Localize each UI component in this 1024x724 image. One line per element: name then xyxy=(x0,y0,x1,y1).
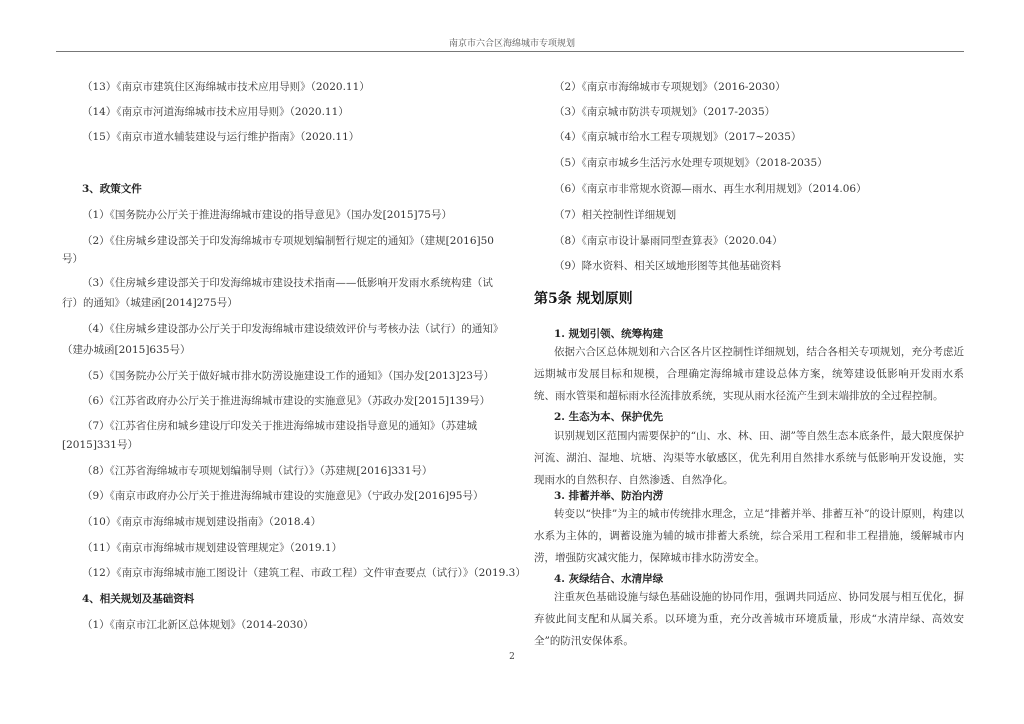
policy-item: （8）《江苏省海绵城市专项规划编制导则（试行）》（苏建规[2016]331号） xyxy=(82,465,433,477)
policy-item-cont: [2015]331号） xyxy=(62,439,138,451)
principle-text: 转变以“快排”为主的城市传统排水理念，立足“排蓄并举、排蓄互补”的设计原则，构建以水系为主体的，调蓄设施为辅的城市排蓄大系统，综合采用工程和非工程措施，缓解城市内涝，增强防灾减灾能力，保障城市排水防涝安全。 xyxy=(534,508,964,564)
principle-heading: 4. 灰绿结合、水清岸绿 xyxy=(554,573,664,585)
plan-item: （5）《南京市城乡生活污水处理专项规划》（2018-2035） xyxy=(554,157,828,169)
policy-item: （6）《江苏省政府办公厅关于推进海绵城市建设的实施意见》（苏政办发[2015]139号） xyxy=(82,395,491,407)
page-header: 南京市六合区海绵城市专项规划 xyxy=(448,39,575,49)
page-number: 2 xyxy=(509,652,515,662)
principle-heading: 3. 排蓄并举、防治内涝 xyxy=(554,490,664,502)
policy-item: （11）《南京市海绵城市规划建设管理规定》（2019.1） xyxy=(82,542,343,554)
policy-item-cont: （建办城函[2015]635号） xyxy=(62,344,191,356)
header-rule xyxy=(56,51,964,52)
section-heading-policy: 3、政策文件 xyxy=(82,183,142,195)
plan-item: （4）《南京城市给水工程专项规划》（2017~2035） xyxy=(554,131,802,143)
reference-item: （14）《南京市河道海绵城市技术应用导则》（2020.11） xyxy=(82,106,349,118)
principle-text: 注重灰色基础设施与绿色基础设施的协同作用，强调共同适应、协同发展与相互优化，摒弃彼此间支配和从属关系。以环境为重，充分改善城市环境质量，形成“水清岸绿、高效安全”的防汛安保体系。 xyxy=(534,591,964,647)
plan-item: （6）《南京市非常规水资源—雨水、再生水利用规划》（2014.06） xyxy=(554,183,867,195)
policy-item: （9）《南京市政府办公厅关于推进海绵城市建设的实施意见》（宁政办发[2016]95号） xyxy=(82,490,484,502)
policy-item: （10）《南京市海绵城市规划建设指南》（2018.4） xyxy=(82,516,322,528)
policy-item: （5）《国务院办公厅关于做好城市排水防涝设施建设工作的通知》（国办发[2013]23号） xyxy=(82,370,494,382)
principle-text: 依据六合区总体规划和六合区各片区控制性详细规划，结合各相关专项规划，充分考虑近远期城市发展目标和规模，合理确定海绵城市建设总体方案，统筹建设低影响开发雨水系统、雨水管渠和超标雨水径流排放系统，实现从雨水径流产生到末端排放的全过程控制。 xyxy=(534,346,964,402)
policy-item-cont: 行）的通知》（城建函[2014]275号） xyxy=(62,297,238,309)
policy-item: （4）《住房城乡建设部办公厅关于印发海绵城市建设绩效评价与考核办法（试行）的通知》 xyxy=(82,323,504,335)
policy-item: （1）《国务院办公厅关于推进海绵城市建设的指导意见》（国办发[2015]75号） xyxy=(82,209,452,221)
article-title: 第5条 规划原则 xyxy=(534,291,633,307)
plan-item: （3）《南京城市防洪专项规划》（2017-2035） xyxy=(554,106,776,118)
reference-item: （13）《南京市建筑住区海绵城市技术应用导则》（2020.11） xyxy=(82,81,370,93)
plan-item: （1）《南京市江北新区总体规划》（2014-2030） xyxy=(82,619,314,631)
principle-heading: 1. 规划引领、统筹构建 xyxy=(554,328,664,340)
plan-item: （9）降水资料、相关区域地形图等其他基础资料 xyxy=(554,260,782,272)
principle-text: 识别规划区范围内需要保护的“山、水、林、田、湖”等自然生态本底条件，最大限度保护河流、湖泊、湿地、坑塘、沟渠等水敏感区，优先利用自然排水系统与低影响开发设施，实现雨水的自然积存、自然渗透、自然净化。 xyxy=(534,430,964,486)
section-heading-plans: 4、相关规划及基础资料 xyxy=(82,593,195,605)
policy-item: （2）《住房城乡建设部关于印发海绵城市专项规划编制暂行规定的通知》（建规[2016]50 xyxy=(82,235,494,247)
reference-item: （15）《南京市道水辅装建设与运行维护指南》（2020.11） xyxy=(82,131,360,143)
principle-heading: 2. 生态为本、保护优先 xyxy=(554,411,664,423)
plan-item: （2）《南京市海绵城市专项规划》（2016-2030） xyxy=(554,81,786,93)
policy-item-cont: 号） xyxy=(62,253,83,265)
plan-item: （7）相关控制性详细规划 xyxy=(554,209,677,221)
policy-item: （3）《住房城乡建设部关于印发海绵城市建设技术指南——低影响开发雨水系统构建（试 xyxy=(82,277,493,289)
plan-item: （8）《南京市设计暴雨同型查算表》（2020.04） xyxy=(554,235,783,247)
policy-item: （12）《南京市海绵城市施工图设计（建筑工程、市政工程）文件审查要点（试行）》（2019.3） xyxy=(82,567,526,579)
policy-item: （7）《江苏省住房和城乡建设厅印发关于推进海绵城市建设指导意见的通知》（苏建城 xyxy=(82,420,478,432)
